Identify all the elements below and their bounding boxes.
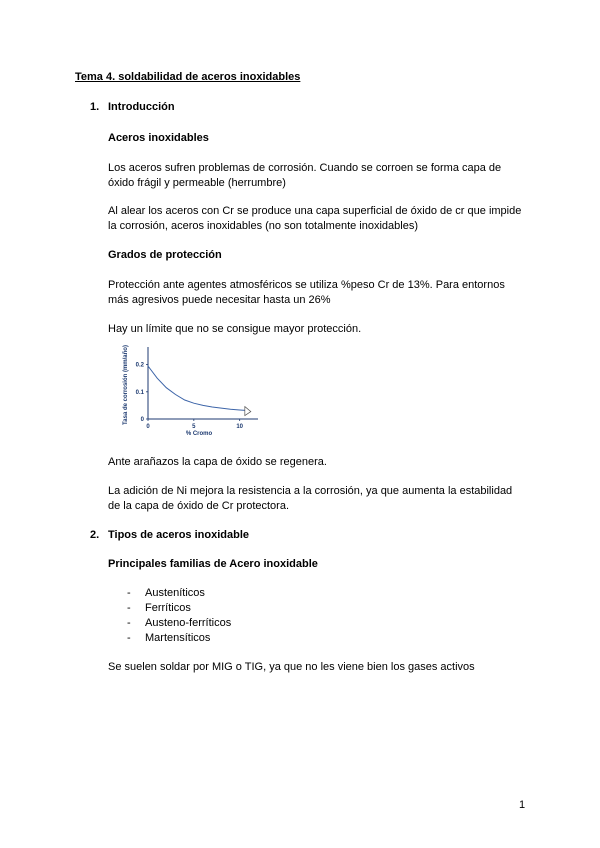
page-number: 1 bbox=[519, 799, 526, 811]
list-bullet: - bbox=[127, 632, 131, 644]
chart-y-axis-label: Tasa de corrosión (mm/año) bbox=[123, 345, 129, 425]
paragraph-6-line-1: La adición de Ni mejora la resistencia a la corrosión, ya que aumenta la estabilidad bbox=[108, 485, 513, 497]
section-2-heading: Tipos de aceros inoxidable bbox=[108, 529, 250, 541]
chart-y-tick-label: 0 bbox=[140, 417, 144, 423]
paragraph-1-line-2: óxido frágil y permeable (herrumbre) bbox=[108, 177, 286, 189]
chart-series-line bbox=[148, 366, 249, 411]
subheading-principales-familias: Principales familias de Acero inoxidable bbox=[108, 558, 318, 570]
chart-x-tick-label: 0 bbox=[146, 424, 150, 430]
chart-y-tick-label: 0.1 bbox=[135, 389, 144, 396]
section-2-number: 2. bbox=[90, 529, 100, 541]
section-1-heading: Introducción bbox=[108, 101, 175, 113]
chart-y-tick-label: 0.2 bbox=[135, 362, 144, 369]
list-item: Martensíticos bbox=[145, 632, 211, 644]
list-item: Ferríticos bbox=[145, 602, 191, 614]
corrosion-chart bbox=[118, 341, 268, 437]
chart-x-axis-label: % Cromo bbox=[185, 431, 213, 437]
paragraph-4: Hay un límite que no se consigue mayor protección. bbox=[108, 323, 362, 335]
page-title: Tema 4. soldabilidad de aceros inoxidables bbox=[75, 71, 301, 83]
paragraph-1-line-1: Los aceros sufren problemas de corrosión. Cuando se corroen se forma capa de bbox=[108, 162, 502, 174]
list-item: Austeno-ferríticos bbox=[145, 617, 232, 629]
subheading-aceros-inoxidables: Aceros inoxidables bbox=[108, 132, 209, 144]
subheading-grados-de-proteccion: Grados de protección bbox=[108, 249, 222, 261]
paragraph-6-line-2: de la capa de óxido de Cr protectora. bbox=[108, 500, 290, 512]
section-1-number: 1. bbox=[90, 101, 100, 113]
list-bullet: - bbox=[127, 617, 131, 629]
chart-arrow-marker bbox=[245, 407, 251, 416]
list-bullet: - bbox=[127, 602, 131, 614]
chart-x-tick-label: 10 bbox=[236, 424, 244, 430]
paragraph-2-line-2: la corrosión, aceros inoxidables (no son totalmente inoxidables) bbox=[108, 220, 419, 232]
paragraph-5: Ante arañazos la capa de óxido se regenera. bbox=[108, 456, 327, 468]
chart-x-tick-label: 5 bbox=[192, 424, 196, 430]
paragraph-3-line-1: Protección ante agentes atmosféricos se utiliza %peso Cr de 13%. Para entornos bbox=[108, 279, 505, 291]
list-bullet: - bbox=[127, 587, 131, 599]
paragraph-7: Se suelen soldar por MIG o TIG, ya que no les viene bien los gases activos bbox=[108, 661, 475, 673]
paragraph-2-line-1: Al alear los aceros con Cr se produce una capa superficial de óxido de cr que impide bbox=[108, 205, 522, 217]
list-item: Austeníticos bbox=[145, 587, 205, 599]
paragraph-3-line-2: más agresivos puede necesitar hasta un 26% bbox=[108, 294, 331, 306]
